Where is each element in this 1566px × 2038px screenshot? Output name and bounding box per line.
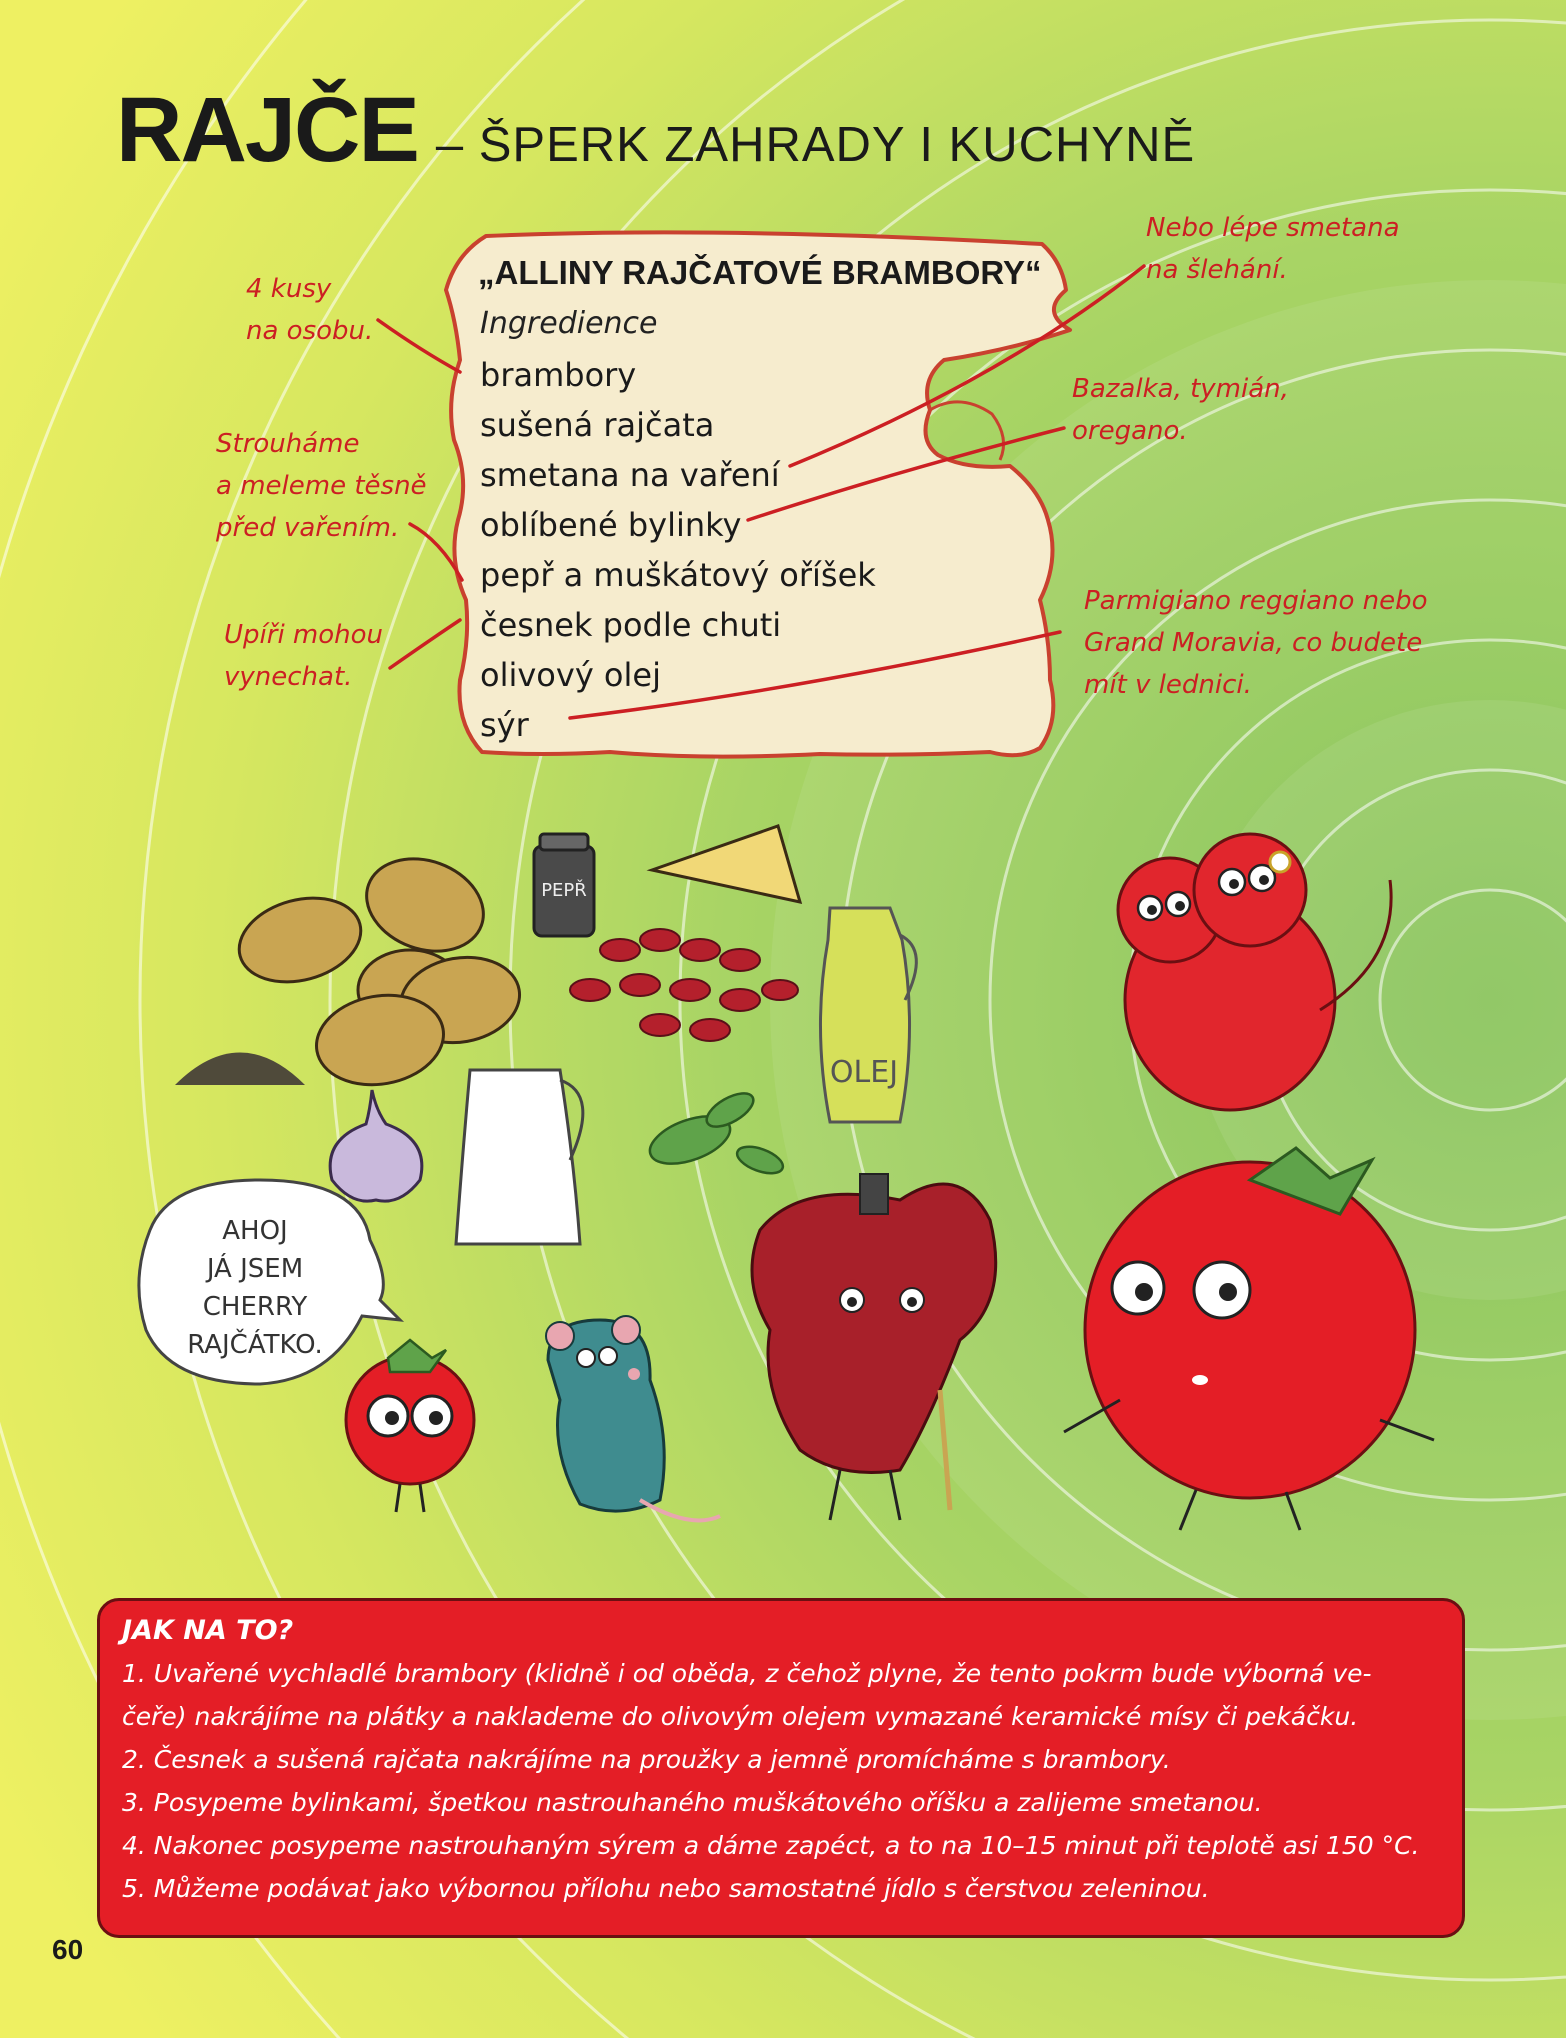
note-cheese: Parmigiano reggiano nebo Grand Moravia, co budete mít v lednici. — [1084, 586, 1428, 700]
oil-jug-label: OLEJ — [829, 1055, 899, 1090]
instructions-box — [97, 1598, 1465, 1938]
instruction-line: 5. Můžeme podávat jako výbornou přílohu nebo samostatné jídlo s čerstvou zeleninou. — [122, 1874, 1210, 1903]
instruction-line: 2. Česnek a sušená rajčata nakrájíme na proužky a jemně promícháme s brambory. — [122, 1745, 1171, 1774]
big-tomato-character — [1064, 1148, 1434, 1530]
speech-bubble-line: RAJČÁTKO. — [187, 1330, 323, 1360]
note-potatoes: 4 kusy na osobu. — [246, 274, 374, 346]
instructions-list — [122, 1652, 1440, 1910]
instruction-line: 4. Nakonec posypeme nastrouhaným sýrem a dáme zapéct, a to na 10–15 minut při teplotě asi 150 °C. — [122, 1831, 1420, 1860]
instruction-line: 1. Uvařené vychladlé brambory (klidně i od oběda, z čehož plyne, že tento pokrm bude výborná ve- — [122, 1659, 1372, 1688]
vampire-tomato-character — [752, 1174, 996, 1520]
pepper-heap-illustration — [175, 1053, 305, 1086]
instruction-line: čeře) nakrájíme na plátky a naklademe do olivovým olejem vymazané keramické mísy či pekáčku. — [122, 1702, 1359, 1731]
speech-bubble-line: CHERRY — [202, 1292, 308, 1322]
ingredients-label: Ingredience — [480, 306, 658, 341]
ingredient-item: česnek podle chuti — [480, 606, 782, 644]
note-garlic: Upíři mohou vynechat. — [224, 620, 384, 692]
potatoes-illustration — [230, 843, 527, 1094]
page-title-main: RAJČE — [116, 79, 418, 181]
ingredient-item: pepř a muškátový oříšek — [480, 556, 876, 594]
herbs-illustration — [644, 1087, 787, 1179]
page-number: 60 — [52, 1934, 84, 1965]
page-title-subtitle: – ŠPERK ZAHRADY I KUCHYNĚ — [435, 118, 1196, 172]
flower-icon — [1270, 852, 1290, 872]
speech-bubble-line: AHOJ — [222, 1216, 288, 1246]
ingredient-item: oblíbené bylinky — [480, 506, 742, 544]
speech-bubble-text — [150, 1212, 360, 1364]
recipe-title: „ALLINY RAJČATOVÉ BRAMBORY“ — [478, 254, 1042, 291]
cheese-illustration — [652, 826, 800, 902]
dried-tomatoes-illustration — [570, 929, 798, 1041]
cherry-tomato-character — [346, 1340, 474, 1512]
note-nutmeg: Strouháme a meleme těsně před vařením. — [216, 429, 427, 543]
instructions-heading: JAK NA TO? — [122, 1615, 294, 1646]
ingredient-item: sýr — [480, 706, 529, 744]
pepper-shaker-illustration — [534, 834, 594, 936]
instruction-line: 3. Posypeme bylinkami, špetkou nastrouhaného muškátového oříšku a zalijeme smetanou. — [122, 1788, 1263, 1817]
note-cream: Nebo lépe smetana na šlehání. — [1146, 213, 1400, 285]
cream-jug-illustration — [456, 1070, 583, 1244]
note-herbs: Bazalka, tymián, oregano. — [1072, 374, 1289, 446]
pepper-shaker-label: PEPŘ — [541, 880, 587, 901]
ingredient-item: brambory — [480, 356, 637, 394]
oil-jug-illustration — [820, 908, 916, 1122]
ingredient-item: olivový olej — [480, 656, 661, 694]
ingredient-item: sušená rajčata — [480, 406, 715, 444]
speech-bubble-line: JÁ JSEM — [206, 1254, 304, 1284]
ingredient-item: smetana na vaření — [480, 456, 780, 494]
rat-character — [546, 1316, 720, 1520]
garlic-illustration — [330, 1090, 422, 1201]
